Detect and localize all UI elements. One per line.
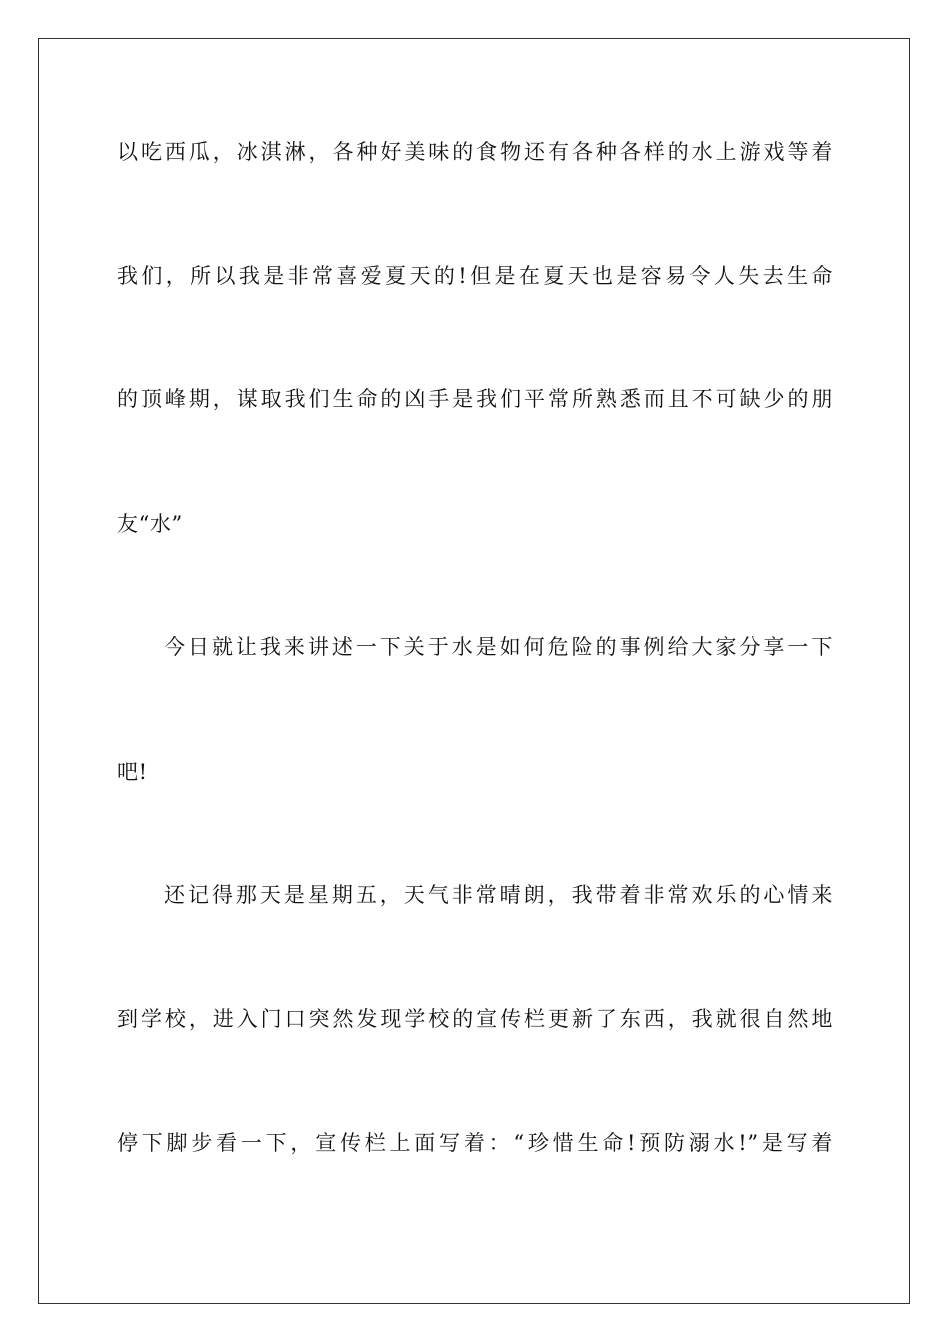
text-line-6: 吧! [117, 760, 148, 784]
text-line-3: 的顶峰期，谋取我们生命的凶手是我们平常所熟悉而且不可缺少的朋 [117, 387, 833, 411]
text-line-1: 以吃西瓜，冰淇淋，各种好美味的食物还有各种各样的水上游戏等着 [117, 140, 833, 164]
text-line-4: 友“水” [117, 512, 183, 536]
paragraph-start-line-5: 今日就让我来讲述一下关于水是如何危险的事例给大家分享一下 [164, 635, 833, 659]
paragraph-start-line-7: 还记得那天是星期五，天气非常晴朗，我带着非常欢乐的心情来 [164, 883, 833, 907]
text-line-2: 我们，所以我是非常喜爱夏天的!但是在夏天也是容易令人失去生命 [117, 264, 833, 288]
text-line-8: 到学校，进入门口突然发现学校的宣传栏更新了东西，我就很自然地 [117, 1007, 833, 1031]
page-border [38, 38, 910, 1304]
text-line-9: 停下脚步看一下，宣传栏上面写着：“珍惜生命!预防溺水!”是写着 [117, 1131, 833, 1155]
